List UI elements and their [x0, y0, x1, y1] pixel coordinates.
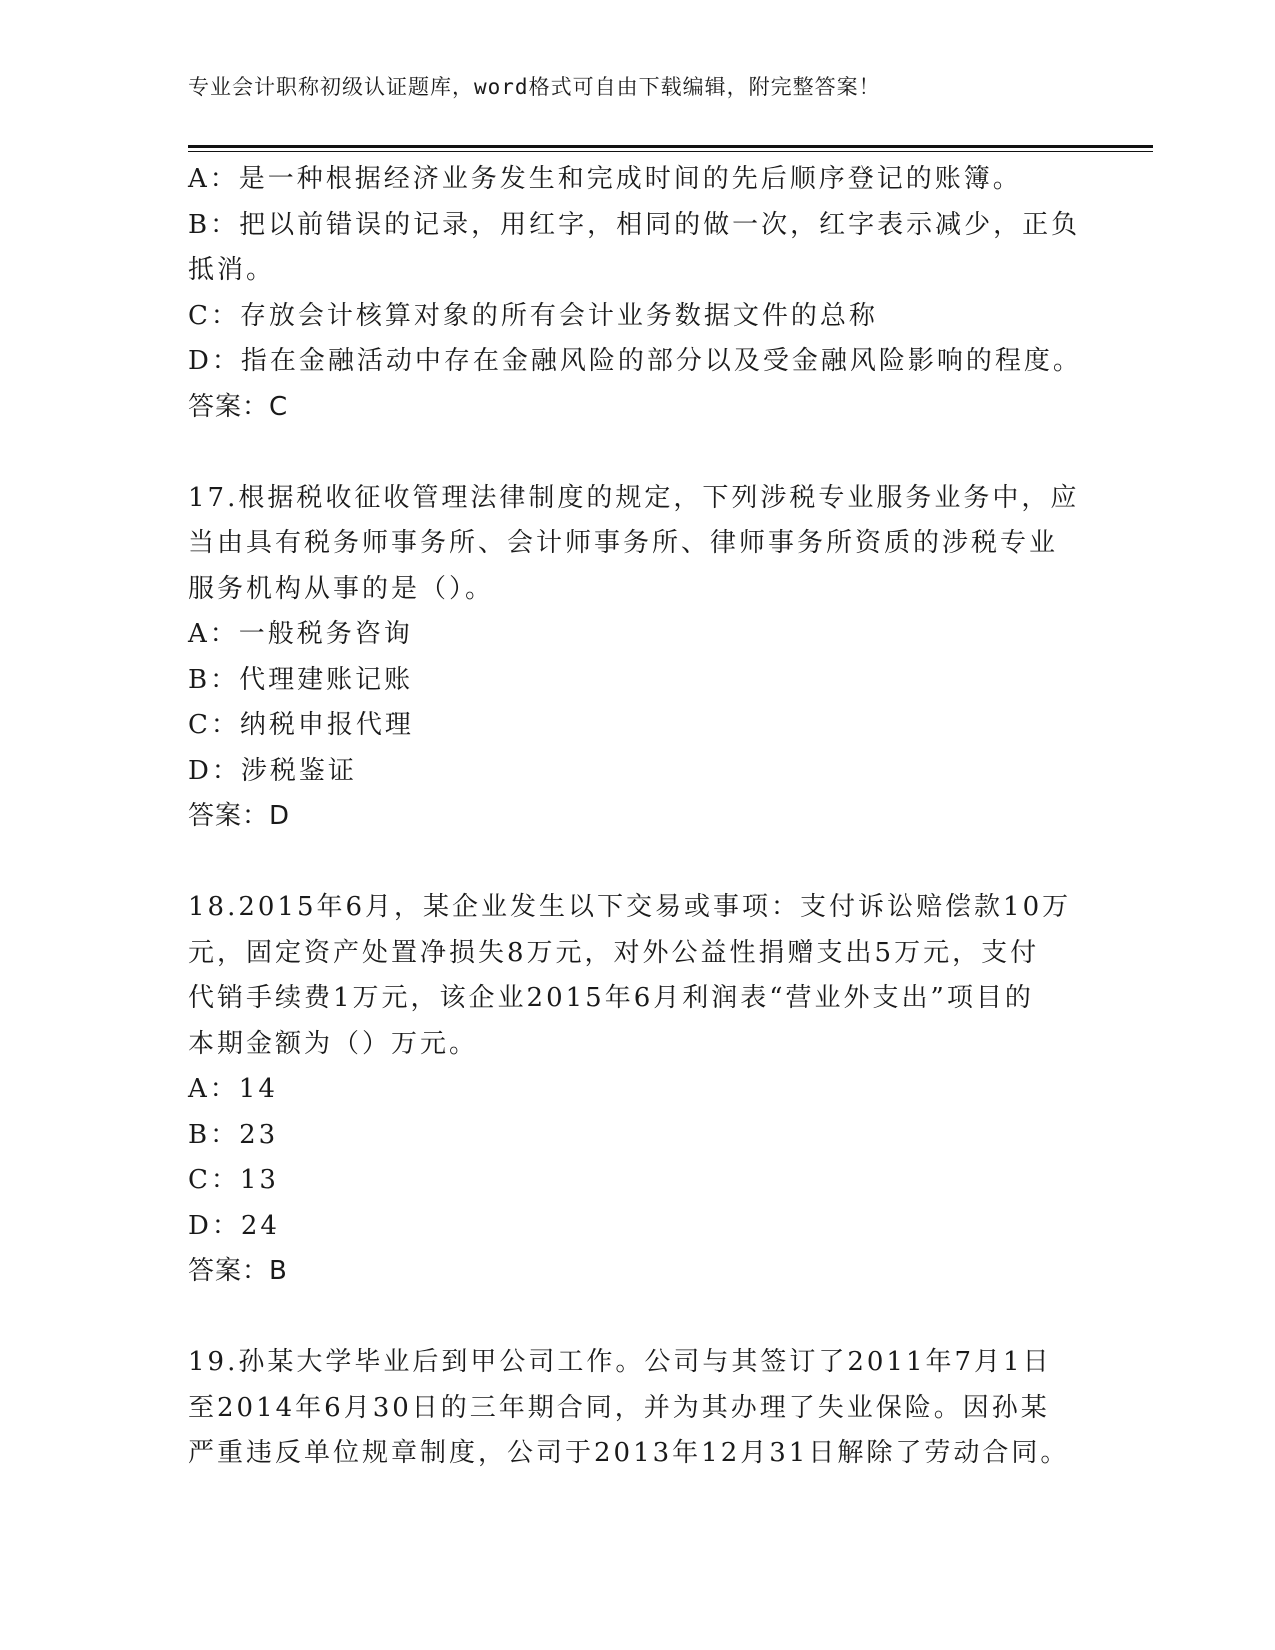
question-stem-line: 本期金额为（）万元。: [188, 1028, 479, 1059]
question-17-block: [188, 476, 1078, 840]
option-d: D：24: [188, 1210, 280, 1241]
header-divider: [188, 145, 1153, 152]
question-19-block: [188, 1340, 1078, 1477]
option-b: B：代理建账记账: [188, 664, 414, 695]
question-18-block: [188, 885, 1078, 1295]
question-stem-line: 当由具有税务师事务所、会计师事务所、律师事务所资质的涉税专业: [188, 528, 1059, 558]
answer-label: 答案：D: [188, 801, 291, 831]
option-a: A：14: [188, 1074, 278, 1104]
question-stem-line: 至2014年6月30日的三年期合同，并为其办理了失业保险。因孙某: [188, 1392, 1050, 1423]
question-stem-line: 服务机构从事的是（）。: [188, 573, 495, 604]
option-d: D：指在金融活动中存在金融风险的部分以及受金融风险影响的程度。: [188, 346, 1082, 376]
option-d: D：涉税鉴证: [188, 755, 357, 786]
question-stem-line: 代销手续费1万元，该企业2015年6月利润表“营业外支出”项目的: [188, 983, 1034, 1013]
option-c: C：13: [188, 1165, 279, 1195]
option-b-continued: 抵消。: [188, 255, 276, 285]
question-stem-line: 17.根据税收征收管理法律制度的规定，下列涉税专业服务业务中，应: [188, 482, 1080, 513]
option-a: A：一般税务咨询: [188, 619, 413, 649]
spacer: [188, 840, 1078, 886]
answer-label: 答案：C: [188, 391, 289, 422]
option-b: B：把以前错误的记录，用红字，相同的做一次，红字表示减少，正负: [188, 209, 1081, 240]
option-c: C：纳税申报代理: [188, 710, 414, 740]
option-b: B：23: [188, 1119, 279, 1150]
question-stem-line: 严重违反单位规章制度，公司于2013年12月31日解除了劳动合同。: [188, 1438, 1070, 1468]
question-16-block: [188, 157, 1082, 430]
page-header: 专业会计职称初级认证题库，word格式可自由下载编辑，附完整答案！: [188, 75, 881, 99]
spacer: [188, 1295, 1078, 1341]
question-stem-line: 19.孙某大学毕业后到甲公司工作。公司与其签订了2011年7月1日: [188, 1347, 1052, 1377]
document-body: [188, 157, 1082, 1477]
answer-label: 答案：B: [188, 1256, 288, 1286]
question-stem-line: 18.2015年6月，某企业发生以下交易或事项：支付诉讼赔偿款10万: [188, 892, 1072, 922]
spacer: [188, 430, 1078, 476]
option-a: A：是一种根据经济业务发生和完成时间的先后顺序登记的账簿。: [188, 164, 1022, 194]
option-c: C：存放会计核算对象的所有会计业务数据文件的总称: [188, 300, 878, 331]
question-stem-line: 元，固定资产处置净损失8万元，对外公益性捐赠支出5万元，支付: [188, 937, 1040, 968]
